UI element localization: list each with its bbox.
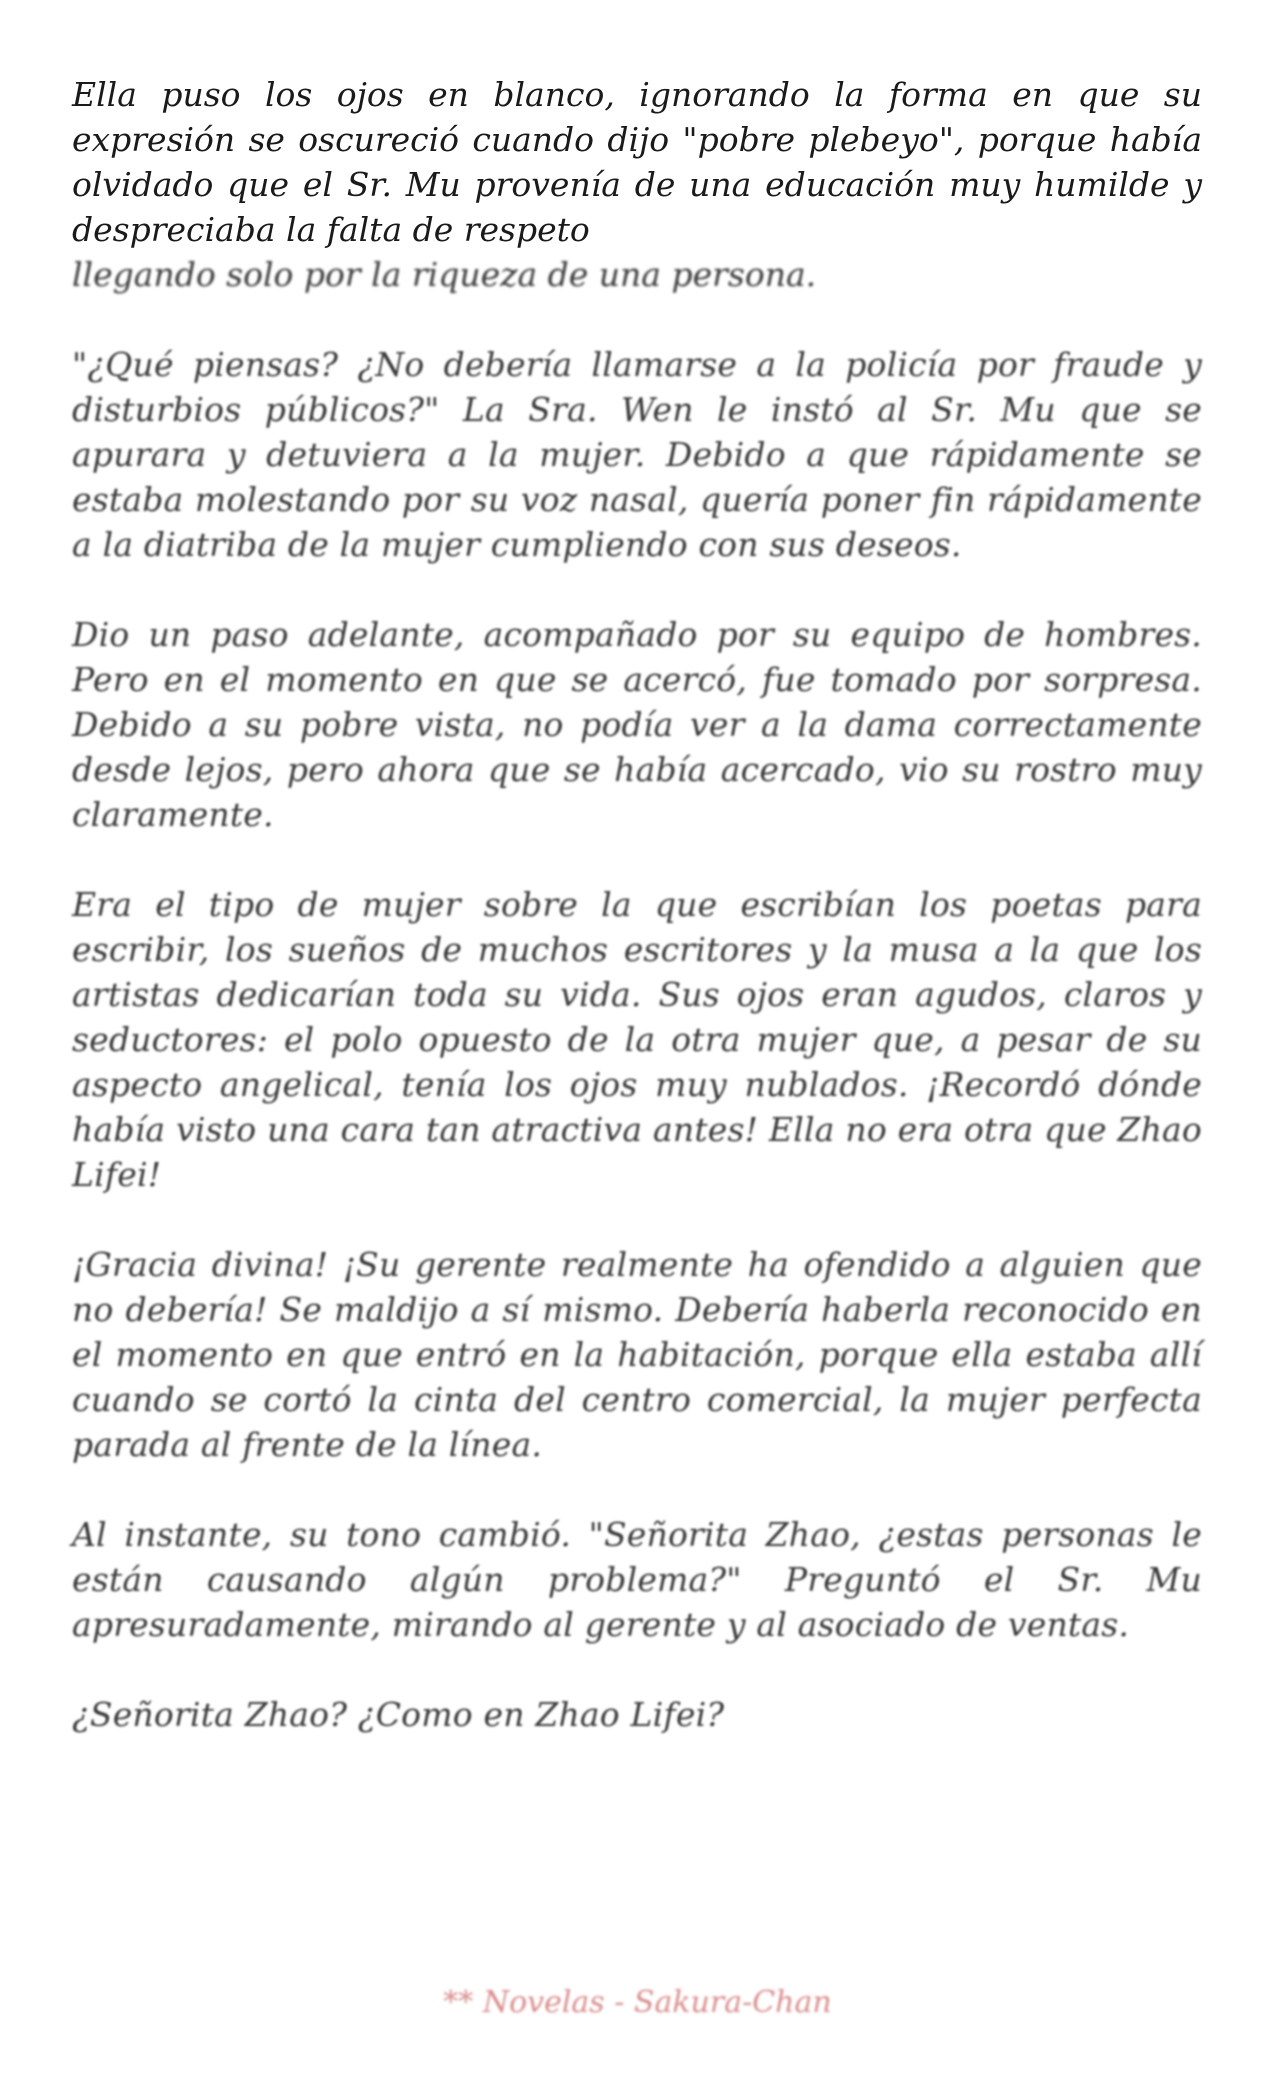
paragraph-5: ¡Gracia divina! ¡Su gerente realmente ha ofendido a alguien que no debería! Se maldijo a sí mismo. Debería haberla reconocido en el momento en que entró en la habitación, porque ella estaba allí cuando se cortó la cinta del centro comercial, la mujer perfecta parada al frente de la línea. — [72, 1245, 1202, 1464]
page-footer: ** Novelas - Sakura-Chan — [443, 1985, 832, 2020]
paragraph-6: Al instante, su tono cambió. "Señorita Zhao, ¿estas personas le están causando algún problema?" Preguntó el Sr. Mu apresuradamente, mirando al gerente y al asociado de ventas. — [72, 1515, 1202, 1644]
paragraph-3: Dio un paso adelante, acompañado por su equipo de hombres. Pero en el momento en que se acercó, fue tomado por sorpresa. Debido a su pobre vista, no podía ver a la dama correctamente desde lejos, pero ahora que se había acercado, vio su rostro muy claramente. — [72, 615, 1202, 834]
document-body — [72, 72, 1202, 1782]
paragraph-1-blurred: llegando solo por la riqueza de una persona. — [72, 255, 817, 294]
paragraph-4: Era el tipo de mujer sobre la que escribían los poetas para escribir, los sueños de muchos escritores y la musa a la que los artistas dedicarían toda su vida. Sus ojos eran agudos, claros y seductores: el polo opuesto de la otra mujer que, a pesar de su aspecto angelical, tenía los ojos muy nublados. ¡Recordó dónde había visto una cara tan atractiva antes! Ella no era otra que Zhao Lifei! — [72, 885, 1202, 1194]
paragraph-1-clear: Ella puso los ojos en blanco, ignorando la forma en que su expresión se oscureció cuando dijo "pobre plebeyo", porque había olvidado que el Sr. Mu provenía de una educación muy humilde y despreciaba la falta de respeto — [72, 75, 1202, 249]
paragraph-7: ¿Señorita Zhao? ¿Como en Zhao Lifei? — [72, 1695, 725, 1734]
paragraph-2: "¿Qué piensas? ¿No debería llamarse a la policía por fraude y disturbios públicos?" La Sra. Wen le instó al Sr. Mu que se apurara y detuviera a la mujer. Debido a que rápidamente se estaba molestando por su voz nasal, quería poner fin rápidamente a la diatriba de la mujer cumpliendo con sus deseos. — [72, 345, 1202, 564]
